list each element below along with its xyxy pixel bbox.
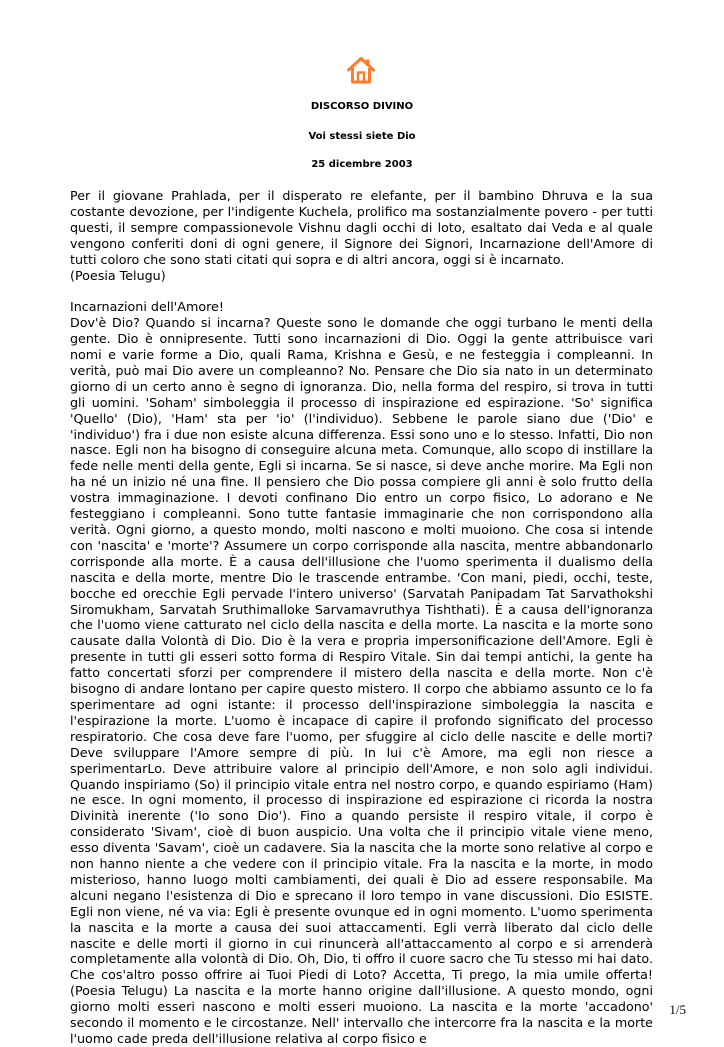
document-subtitle: Voi stessi siete Dio: [308, 131, 416, 142]
intro-source: (Poesia Telugu): [70, 267, 166, 283]
page-number: 1/5: [669, 1002, 686, 1017]
discourse-body: [70, 188, 653, 1047]
home-icon: [346, 56, 376, 84]
document-title: DISCORSO DIVINO: [310, 101, 414, 112]
section-heading: Incarnazioni dell'Amore!: [70, 299, 224, 315]
document-date: 25 dicembre 2003: [311, 159, 413, 170]
intro-paragraph: Per il giovane Prahlada, per il disperato re elefante, per il bambino Dhruva e la sua costante devozione, per l'indigente Kuchela, prolifico ma sostanzialmente povero - per tutti questi, il sempre compassionevole Vishnu dagli occhi di loto, esaltato dai Veda e al quale vengono conferiti doni di ogni genere, il Signore dei Signori, Incarnazione dell'Amore di tutti coloro che sono stati citati qui sopra e di altri ancora, oggi si è incarnato.: [70, 188, 653, 267]
home-link[interactable]: [346, 56, 376, 84]
main-paragraph: Dov'è Dio? Quando si incarna? Queste sono le domande che oggi turbano le menti della gente. Dio è onnipresente. Tutti sono incarnazioni di Dio. Oggi la gente attribuisce vari nomi e varie forme a Dio, quali Rama, Krishna e Gesù, e ne festeggia i compleanni. In verità, può mai Dio avere un compleanno? No. Pensare che Dio sia nato in un determinato giorno di un certo anno è segno di ignoranza. Dio, nella forma del respiro, si trova in tutti gli uomini. 'Soham' simboleggia il processo di inspirazione ed espirazione. 'So' significa 'Quello' (Dio), 'Ham' sta per 'io' (l'individuo). Sebbene le parole siano due ('Dio' e 'individuo') fra i due non esiste alcuna differenza. Essi sono uno e lo stesso. Infatti, Dio non nasce. Egli non ha bisogno di conseguire alcuna meta. Comunque, allo scopo di instillare la fede nelle menti della gente, Egli si incarna. Se si nasce, si deve anche morire. Ma Egli non ha né un inizio né una fine. Il pensiero che Dio possa compiere gli anni è solo frutto della vostra immaginazione. I devoti confinano Dio entro un corpo fisico, Lo adorano e Ne festeggiano i compleanni. Sono tutte fantasie immaginarie che non corrispondono alla verità. Ogni giorno, a questo mondo, molti nascono e molti muoiono. Che cosa si intende con 'nascita' e 'morte'? Assumere un corpo corrisponde alla nascita, mentre abbandonarlo corrisponde alla morte. È a causa dell'illusione che l'uomo sperimenta il dualismo della nascita e della morte, mentre Dio le trascende entrambe. 'Con mani, piedi, occhi, teste, bocche ed orecchie Egli pervade l'intero universo' (Sarvatah Panipadam Tat Sarvathokshi Siromukham, Sarvatah Sruthimalloke Sarvamavruthya Tishthati). È a causa dell'ignoranza che l'uomo viene catturato nel ciclo della nascita e della morte. La nascita e la morte sono causate dalla Volontà di Dio. Dio è la vera e propria impersonificazione dell'Amore. Egli è presente in tutti gli esseri sotto forma di Respiro Vitale. Sin dai tempi antichi, la gente ha fatto concertati sforzi per comprendere il mistero della nascita e della morte. Non c'è bisogno di andare lontano per capire questo mistero. Il corpo che abbiamo assunto ce lo fa sperimentare ad ogni istante: il processo dell'inspirazione simboleggia la nascita e l'espirazione la morte. L'uomo è incapace di capire il profondo significato del processo respiratorio. Che cosa deve fare l'uomo, per sfuggire al ciclo delle nascite e delle morti? Deve sviluppare l'Amore sempre di più. In lui c'è Amore, ma egli non riesce a sperimentarLo. Deve attribuire valore al principio dell'Amore, e non solo agli individui. Quando inspiriamo (So) il principio vitale entra nel nostro corpo, e quando espiriamo (Ham) ne esce. In ogni momento, il processo di inspirazione ed espirazione ci ricorda la nostra Divinità inerente ('Io sono Dio'). Fino a quando persiste il respiro vitale, il corpo è considerato 'Sivam', cioè di buon auspicio. Una volta che il principio vitale viene meno, esso diventa 'Savam', cioè un cadavere. Sia la nascita che la morte sono relative al corpo e non hanno niente a che vedere con il principio vitale. Fra la nascita e la morte, in modo misterioso, hanno luogo molti cambiamenti, dei quali è Dio ad essere responsabile. Ma alcuni negano l'esistenza di Dio e sprecano il loro tempo in vane discussioni. Dio ESISTE. Egli non viene, né va via: Egli è presente ovunque ed in ogni momento. L'uomo sperimenta la nascita e la morte a causa dei suoi attaccamenti. Egli verrà liberato dal ciclo delle nascite e delle morti il giorno in cui rinuncerà all'attaccamento al corpo e si arrenderà completamente alla volontà di Dio. Oh, Dio, ti offro il cuore sacro che Tu stesso mi hai dato. Che cos'altro posso offrire ai Tuoi Piedi di Loto? Accetta, Ti prego, la mia umile offerta! (Poesia Telugu) La nascita e la morte hanno origine dall'illusione. A questo mondo, ogni giorno molti esseri nascono e molti esseri muoiono. La nascita e la morte 'accadono' secondo il momento e le circostanze. Nell' intervallo che intercorre fra la nascita e la morte l'uomo cade preda dell'illusione relativa al corpo fisico e: [70, 315, 653, 1047]
